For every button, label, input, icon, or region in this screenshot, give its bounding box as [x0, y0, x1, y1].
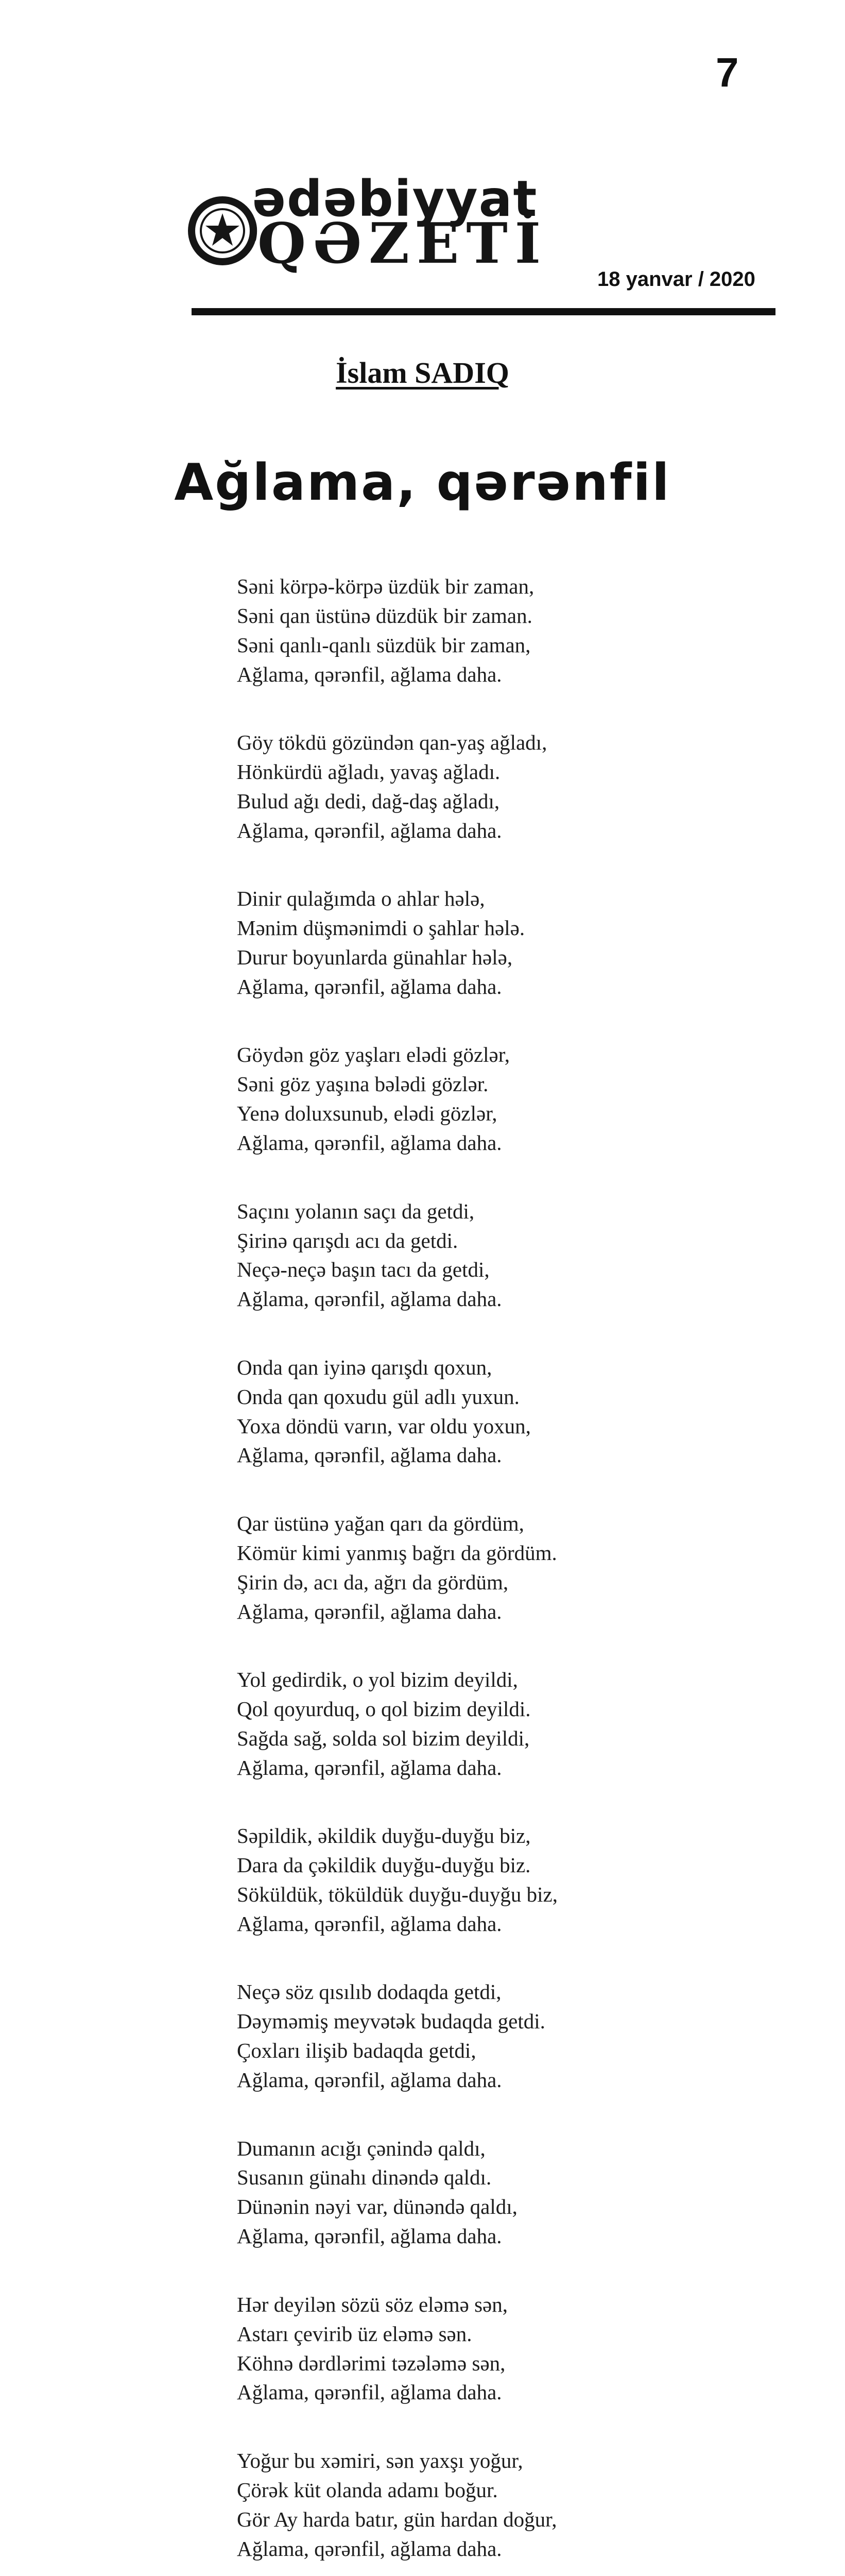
verse-line: Bulud ağı dedi, dağ-daş ağladı, [237, 789, 500, 813]
stanza [237, 2290, 700, 2408]
verse-line: Ağlama, qərənfil, ağlama daha. [237, 2224, 502, 2248]
stanza [237, 1197, 700, 1314]
stanza [237, 1821, 700, 1939]
verse-line: Yoxa döndü varın, var oldu yoxun, [237, 1414, 531, 1438]
verse-line: Dinir qulağımda o ahlar hələ, [237, 887, 485, 911]
verse-line: Onda qan iyinə qarışdı qoxun, [237, 1355, 492, 1379]
verse-line: Ağlama, qərənfil, ağlama daha. [237, 1131, 502, 1155]
stanza [237, 1040, 700, 1158]
author-name: İslam SADIQ [336, 356, 509, 389]
newspaper-masthead [185, 170, 548, 276]
stanza [237, 1353, 700, 1470]
verse-line: Neçə söz qısılıb dodaqda getdi, [237, 1980, 502, 2004]
stanza [237, 572, 700, 689]
stanza [237, 2134, 700, 2251]
verse-line: Mənim düşmənimdi o şahlar hələ. [237, 916, 525, 940]
verse-line: Durur boyunlarda günahlar hələ, [237, 945, 513, 970]
verse-line: Çoxları ilişib badaqda getdi, [237, 2039, 476, 2063]
verse-line: Ağlama, qərənfil, ağlama daha. [237, 1599, 502, 1623]
verse-line: Ağlama, qərənfil, ağlama daha. [237, 2068, 502, 2092]
verse-line: Ağlama, qərənfil, ağlama daha. [237, 662, 502, 686]
verse-line: Dəyməmiş meyvətək budaqda getdi. [237, 2009, 545, 2033]
verse-line: Ağlama, qərənfil, ağlama daha. [237, 1911, 502, 1936]
verse-line: Göydən göz yaşları elədi gözlər, [237, 1043, 510, 1067]
verse-line: Hər deyilən sözü söz eləmə sən, [237, 2292, 508, 2316]
verse-line: Yoğur bu xəmiri, sən yaxşı yoğur, [237, 2448, 523, 2472]
verse-line: Gör Ay harda batır, gün hardan doğur, [237, 2507, 557, 2531]
verse-line: Dara da çəkildik duyğu-duyğu biz. [237, 1853, 531, 1877]
verse-line: Yenə doluxsunub, elədi gözlər, [237, 1101, 497, 1126]
stanza [237, 1977, 700, 2095]
stanza [237, 728, 700, 845]
verse-line: Kömür kimi yanmış bağrı da gördüm. [237, 1540, 557, 1565]
page-number: 7 [716, 49, 739, 95]
masthead-line-1: ədəbiyyat [252, 170, 538, 228]
stanza [237, 2446, 700, 2564]
verse-line: Səni göz yaşına bələdi gözlər. [237, 1072, 489, 1096]
verse-line: Ağlama, qərənfil, ağlama daha. [237, 974, 502, 998]
poem-body [237, 572, 700, 2576]
star-emblem-icon [185, 191, 263, 268]
verse-line: Şirinə qarışdı acı da getdi. [237, 1228, 458, 1252]
poem-title: Ağlama, qərənfil [174, 453, 671, 512]
verse-line: Sağda sağ, solda sol bizim deyildi, [237, 1726, 530, 1750]
verse-line: Ağlama, qərənfil, ağlama daha. [237, 2380, 502, 2404]
header-divider [192, 308, 775, 315]
stanza [237, 1665, 700, 1783]
issue-date: 18 yanvar / 2020 [597, 268, 755, 291]
verse-line: Ağlama, qərənfil, ağlama daha. [237, 1755, 502, 1780]
verse-line: Səni qan üstünə düzdük bir zaman. [237, 603, 532, 628]
verse-line: Ağlama, qərənfil, ağlama daha. [237, 1287, 502, 1311]
verse-line: Şirin də, acı da, ağrı da gördüm, [237, 1570, 509, 1594]
verse-line: Dünənin nəyi var, dünəndə qaldı, [237, 2195, 518, 2219]
verse-line: Astarı çevirib üz eləmə sən. [237, 2321, 472, 2346]
verse-line: Qar üstünə yağan qarı da gördüm, [237, 1511, 524, 1535]
verse-line: Göy tökdü gözündən qan-yaş ağladı, [237, 731, 547, 755]
verse-line: Ağlama, qərənfil, ağlama daha. [237, 818, 502, 842]
verse-line: Yol gedirdik, o yol bizim deyildi, [237, 1668, 518, 1692]
verse-line: Söküldük, töküldük duyğu-duyğu biz, [237, 1883, 558, 1907]
verse-line: Ağlama, qərənfil, ağlama daha. [237, 2536, 502, 2561]
masthead-line-2: QƏZETİ [257, 211, 548, 276]
verse-line: Dumanın acığı çənində qaldı, [237, 2136, 486, 2160]
verse-line: Səni körpə-körpə üzdük bir zaman, [237, 574, 534, 598]
verse-line: Səni qanlı-qanlı süzdük bir zaman, [237, 633, 531, 657]
stanza [237, 1509, 700, 1626]
verse-line: Onda qan qoxudu gül adlı yuxun. [237, 1384, 520, 1409]
verse-line: Saçını yolanın saçı da getdi, [237, 1199, 475, 1223]
verse-line: Səpildik, əkildik duyğu-duyğu biz, [237, 1824, 531, 1848]
verse-line: Hönkürdü ağladı, yavaş ağladı. [237, 760, 501, 784]
verse-line: Ağlama, qərənfil, ağlama daha. [237, 1443, 502, 1467]
stanza [237, 884, 700, 1002]
verse-line: Qol qoyurduq, o qol bizim deyildi. [237, 1697, 531, 1721]
verse-line: Köhnə dərdlərimi təzələmə sən, [237, 2351, 506, 2375]
verse-line: Neçə-neçə başın tacı da getdi, [237, 1258, 490, 1282]
verse-line: Çörək küt olanda adamı boğur. [237, 2478, 498, 2502]
verse-line: Susanın günahı dinəndə qaldı. [237, 2165, 492, 2190]
